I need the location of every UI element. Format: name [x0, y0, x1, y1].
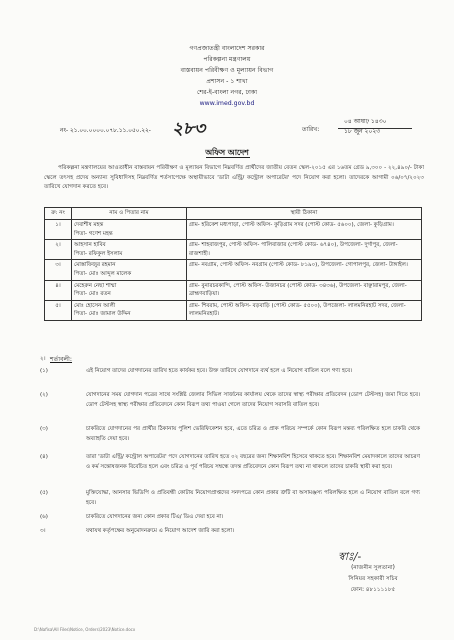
row-serial: ৩।: [45, 260, 72, 280]
row-address: গ্রাম- নবগ্রাম, পোস্ট অফিস- নবগ্রাম (পোস্ট কোড- ৮১৯০), উপজেলা- গোপালপুর, জেলা- টাঙ্গাইল।: [187, 260, 422, 280]
condition-text: যোগদানের সময় যোগদান পত্রের সাথে সংশ্লিষ্ট জেলার সিভিল সার্জনের কার্যালয় থেকে তাদের স্বাস্থ্য পরীক্ষার প্রতিবেদন (ডোপ টেস্টসহ) জমা দিতে হবে। ডোপ টেস্টসহ স্বাস্থ্য পরীক্ষার প্রতিবেদনে কোন বিরূপ তথ্য পাওয়া গেলে তাদের নিয়োগ সরাসরি বাতিল হবে।: [86, 392, 420, 408]
father-name: পিতা- মোঃ আব্দুল মালেক: [74, 270, 132, 277]
condition-number: (৫): [40, 490, 48, 496]
appointee-name: আহসান হাবিব: [74, 242, 106, 249]
row-serial: ১।: [45, 220, 72, 240]
condition-text: তারা 'ডাটা এন্ট্রি/ কন্ট্রোল অপারেটর' পদে যোগদানের তারিখ হতে ০২ বছরের জন্য শিক্ষানবিশ হিসেবে থাকতে হবে। শিক্ষানবিশ মেয়াদকালে তাদের আচরণ ও কর্ম সন্তোষজনক বিবেচিত হলে এবং চরিত্র ও পূর্ব পরিচয় সম্বন্ধে তদন্ত প্রতিবেদনে কোন বিরূপ তথ্য না থাকলে তাদের চাকরি স্থায়ী করা হবে।: [86, 454, 420, 470]
row-names: [72, 260, 187, 280]
date-bangla: ০৪ আষাঢ় ১৪৩০: [344, 118, 387, 125]
row-names: [72, 300, 187, 320]
row-serial: ২।: [45, 240, 72, 260]
signatory-phone: ফোন: ৪৮১১১১৮৫: [350, 587, 396, 593]
memo-number: নং- ২১.০০.০০০০.০৭৮.১১.০৫০.২২-: [60, 128, 151, 134]
father-name: পিতা- রফিকুল ইসলাম: [74, 250, 123, 257]
govt-name: গণপ্রজাতন্ত্রী বাংলাদেশ সরকার: [189, 45, 265, 52]
appointee-name: দেবাশীষ মহন্ত: [74, 222, 104, 228]
father-name: পিতা- মোঃ জামাল উদ্দিন: [74, 311, 131, 318]
handwritten-memo-number: ২৮৩: [172, 119, 206, 139]
signatory-designation: সিনিয়র সহকারী সচিব: [348, 576, 398, 582]
table-row: [45, 220, 422, 240]
row-address: গ্রাম- শিবরাম, পোস্ট অফিস- বড়বাড়ি (পোস্ট কোড- ৫৫০০), উপজেলা- লালমনিরহাট সদর, জেলা- লালমনিরহাট।: [187, 300, 422, 320]
order-title: অফিস আদেশ: [205, 148, 249, 157]
header-serial: ক্র: নং: [45, 208, 72, 220]
section-number: ২।: [40, 356, 46, 362]
row-names: [72, 280, 187, 300]
row-address: গ্রাম- বুনারচরকান্দি, পোস্ট অফিস- উজানচর (পোস্ট কোড- ৩৪৩৬), উপজেলা- বাঞ্ছারামপুর, জেলা- ব্রাহ্মণবাড়িয়া।: [187, 280, 422, 300]
row-address: গ্রাম- শাহবাজপুর, পোস্ট অফিস- পালিবাজার (পোস্ট কোড- ৬৭৪০), উপজেলা- দুর্গাপুর, জেলা- রাজশাহী।: [187, 240, 422, 260]
row-serial: ৫।: [45, 300, 72, 320]
division-name: বাস্তবায়ন পরিবীক্ষণ ও মূল্যায়ন বিভাগ: [180, 67, 274, 74]
signatory-name: (নাজনীন সুলতানা): [351, 565, 395, 571]
title-underline: [206, 157, 250, 158]
row-names: [72, 240, 187, 260]
father-name: পিতা- গণেশ মহন্ত: [74, 230, 113, 237]
father-name: পিতা- মোঃ রতন: [74, 291, 111, 298]
ministry-name: পরিকল্পনা মন্ত্রণালয়: [203, 56, 251, 63]
condition-number: (২): [40, 392, 48, 398]
condition-number: (১): [40, 368, 48, 374]
condition-text: চাকরিতে যোগদানের জন্য কোন প্রকার টিএ/ ডিএ দেয়া হবে না।: [86, 514, 224, 520]
table-row: [45, 260, 422, 280]
appointee-name: মেহেরুন নেছা শাম্মা: [74, 282, 117, 289]
signature-scribble: স্বাঃ/-: [338, 550, 362, 563]
final-text: যথাযথ কর্তৃপক্ষের অনুমোদনক্রমে এ নিয়োগ আদেশ জারি করা হলো।: [86, 528, 235, 534]
date-english: ১৮ জুন ২০২৩: [344, 128, 381, 135]
conditions-title: শর্তাবলী:: [50, 356, 73, 363]
date-label: তারিখ:: [302, 126, 320, 133]
website-url[interactable]: www.imed.gov.bd: [199, 100, 255, 107]
row-names: [72, 220, 187, 240]
condition-text: এই নিয়োগ তাদের যোগদানের তারিখ হতে কার্যকর হবে। উক্ত তারিখে যোগদানে ব্যর্থ হলে এ নিয়োগ বাতিল বলে গণ্য হবে।: [86, 368, 353, 374]
table-row: [45, 240, 422, 260]
appointee-table: [44, 207, 422, 321]
office-address: শের-ই-বাংলা নগর, ঢাকা: [196, 89, 258, 96]
condition-number: (৬): [40, 514, 48, 520]
table-header-row: [45, 208, 422, 220]
appointee-name: মোস্তাফিজুর রহমান: [74, 262, 116, 269]
condition-number: (৪): [40, 454, 48, 460]
date-divider: [338, 128, 412, 129]
condition-text: চাকরিতে যোগদানের পর প্রার্থীর ঠিকানায় পুলিশ ভেরিফিকেশন হবে, এতে চরিত্র ও প্রাক পরিচয় সম্পর্কে কোন বিরূপ মন্তব্য পরিলক্ষিত হলে চাকরি থেকে অব্যাহতি দেয়া হবে।: [86, 426, 420, 442]
row-serial: ৪।: [45, 280, 72, 300]
header-name: নাম ও পিতার নাম: [72, 208, 187, 220]
file-path-footer: D:\Nafisa\All Files\Notice, Orders\2023\Notice.docx: [34, 627, 136, 632]
header-address: স্থায়ী ঠিকানা: [187, 208, 422, 220]
section-name: প্রশাসন - ১ শাখা: [206, 78, 248, 85]
condition-number: (৩): [40, 426, 48, 432]
condition-text: মুক্তিযোদ্ধা, আনসার ভিডিপি ও প্রতিবন্ধী কোটায় নিয়োগপ্রাপ্তদের সনদপত্রে কোন প্রকার ত্রুটি বা অসামঞ্জস্য পরিলক্ষিত হলে এ নিয়োগ বাতিল বলে গণ্য হবে।: [86, 490, 420, 506]
appointee-name: মোঃ হোসেন আলী: [74, 302, 116, 309]
date-block: [344, 117, 387, 137]
row-address: গ্রাম- হরিকেশ মধ্যপাড়া, পোস্ট অফিস- কুড়িগ্রাম সদর (পোস্ট কোড- ৫৬০০), জেলা- কুড়িগ্রাম।: [187, 220, 422, 240]
table-row: [45, 280, 422, 300]
intro-paragraph: পরিকল্পনা মন্ত্রণালয়ের আওতাধীন বাস্তবায়ন পরিবীক্ষণ ও মূল্যায়ন বিভাগে নিম্নবর্ণিত প্রার্থীদের জাতীয় বেতন স্কেল-২০১৫ এর ১৬তম গ্রেড ৯,৩০০ - ২২,৪৯০/- টাকা স্কেলে তৎসহ প্রদেয় অন্যান্য সুবিধাদিসহ নিম্নবর্ণিত শর্তসাপেক্ষে অস্থায়ীভাবে 'ডাটা এন্ট্রি/ কন্ট্রোল অপারেটর' পদে নিয়োগ করা হলো। তাদেরকে আগামী ০৬/০৭/২০২৩ তারিখে যোগদান করতে হবে।: [44, 165, 424, 191]
table-row: [45, 300, 422, 320]
final-number: ৩।: [40, 528, 46, 534]
